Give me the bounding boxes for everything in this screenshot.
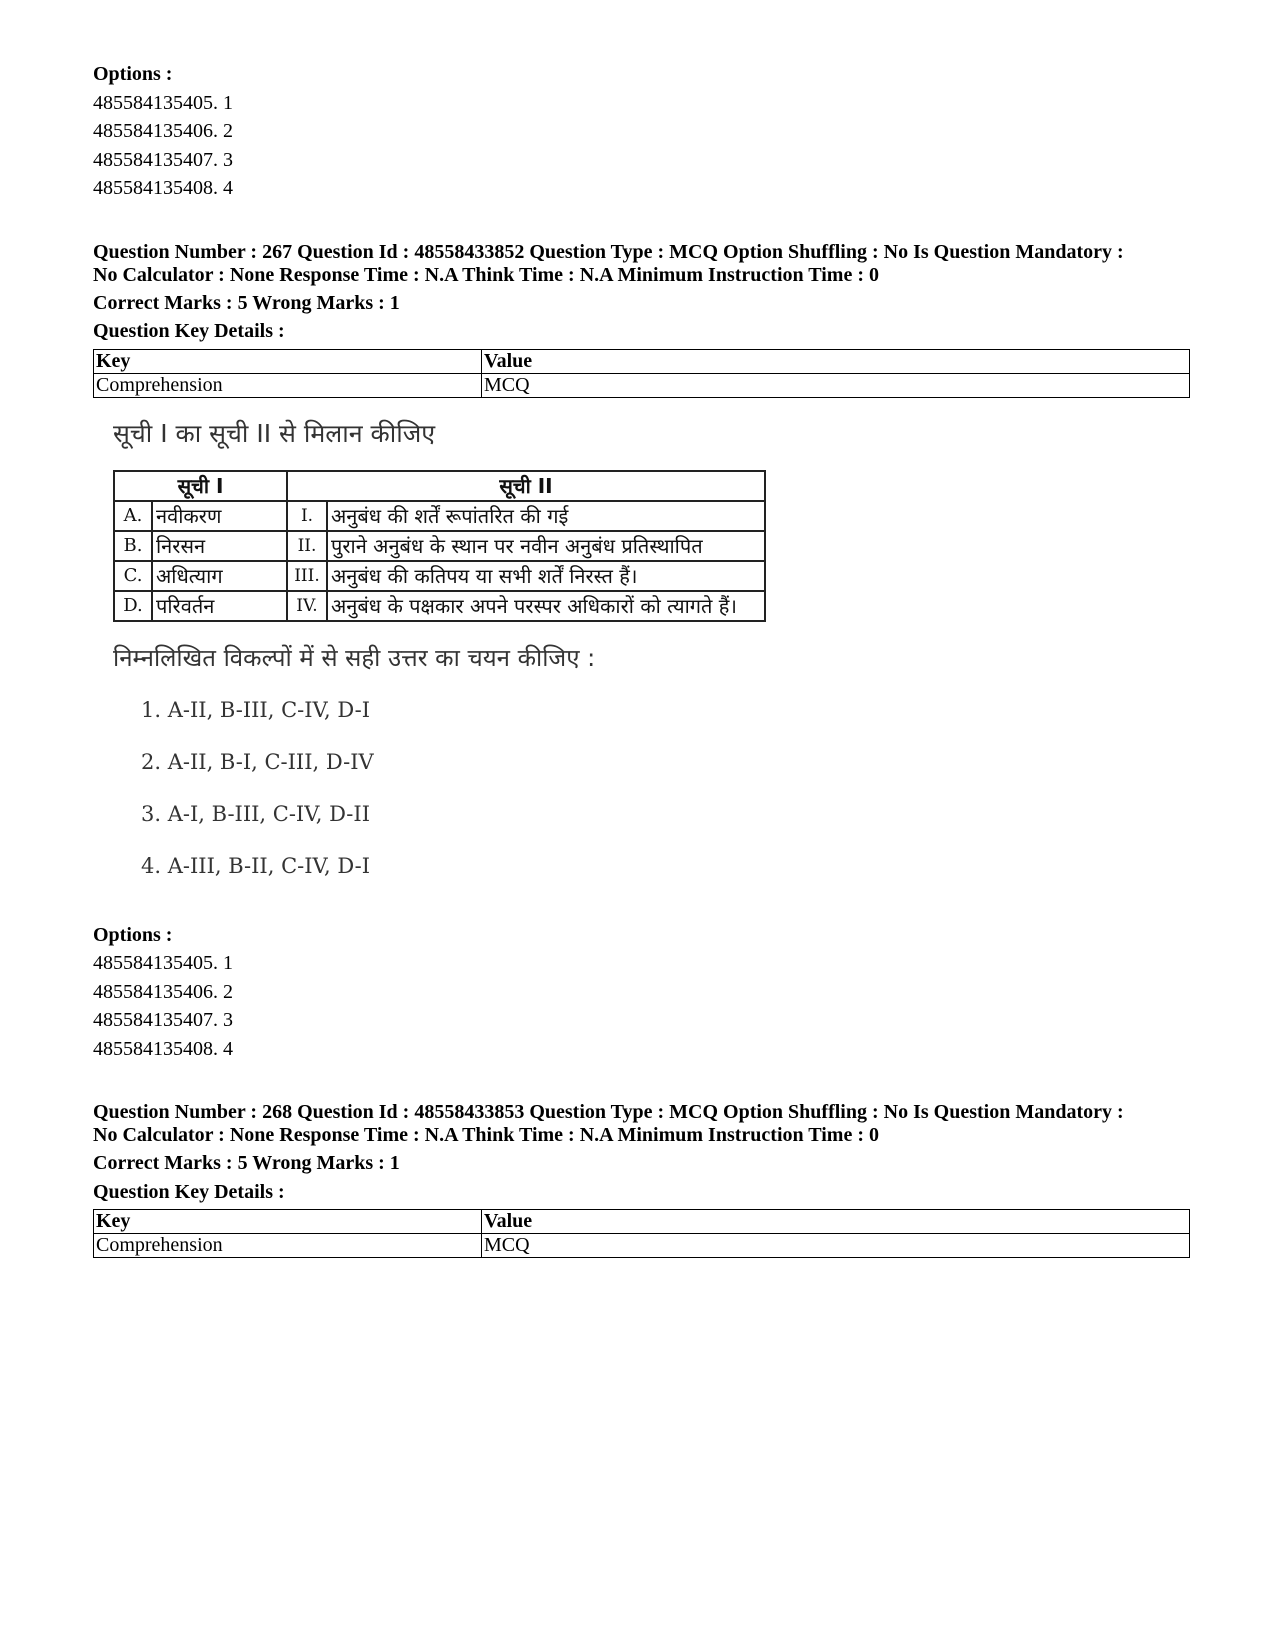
value-cell: MCQ [482, 373, 1190, 397]
row-label: D. [114, 591, 152, 621]
option-item: 485584135407. 3 [93, 1009, 233, 1031]
answer-choice: 3. A-I, B-III, C-IV, D-II [141, 801, 370, 826]
key-details-table [93, 349, 1190, 398]
value-cell: MCQ [482, 1234, 1190, 1258]
answer-choice: 1. A-II, B-III, C-IV, D-I [141, 697, 370, 722]
row-label: II. [287, 531, 327, 561]
question-instruction: निम्नलिखित विकल्पों में से सही उत्तर का चयन कीजिए : [113, 643, 596, 672]
option-item: 485584135406. 2 [93, 120, 233, 142]
answer-choice: 2. A-II, B-I, C-III, D-IV [141, 749, 374, 774]
option-item: 485584135405. 1 [93, 952, 233, 974]
key-header: Key [94, 1210, 482, 1234]
options-label: Options : [93, 63, 173, 85]
question-header-line2: No Calculator : None Response Time : N.A Think Time : N.A Minimum Instruction Time : 0 [93, 1124, 879, 1146]
row-label: B. [114, 531, 152, 561]
key-header: Key [94, 349, 482, 373]
question-267 [93, 241, 1190, 1064]
row-label: I. [287, 501, 327, 531]
list2-item: पुराने अनुबंध के स्थान पर नवीन अनुबंध प्रतिस्थापित [327, 531, 765, 561]
list2-item: अनुबंध की कतिपय या सभी शर्तें निरस्त हैं। [327, 561, 765, 591]
question-268 [93, 1101, 1190, 1258]
list1-item: निरसन [152, 531, 287, 561]
question-header-line1: Question Number : 268 Question Id : 48558433853 Question Type : MCQ Option Shuffling : No Is Question Mandatory : [93, 1101, 1124, 1123]
option-item: 485584135408. 4 [93, 177, 233, 199]
key-details-label: Question Key Details : [93, 1180, 285, 1203]
option-item: 485584135405. 1 [93, 91, 233, 114]
list2-item: अनुबंध की शर्तें रूपांतरित की गई [327, 501, 765, 531]
row-label: A. [114, 501, 152, 531]
list2-header: सूची II [287, 471, 765, 501]
match-table [113, 470, 766, 622]
marks-line: Correct Marks : 5 Wrong Marks : 1 [93, 291, 400, 314]
document-page [93, 60, 1190, 1258]
top-options-block [93, 60, 1190, 203]
question-prompt: सूची I का सूची II से मिलान कीजिए [113, 418, 436, 448]
option-item: 485584135407. 3 [93, 148, 233, 171]
marks-line: Correct Marks : 5 Wrong Marks : 1 [93, 1152, 400, 1174]
key-cell: Comprehension [94, 1234, 482, 1258]
options-label: Options : [93, 923, 173, 946]
list1-header: सूची I [114, 471, 287, 501]
list1-item: नवीकरण [152, 501, 287, 531]
key-cell: Comprehension [94, 373, 482, 397]
question-header-line2: No Calculator : None Response Time : N.A Think Time : N.A Minimum Instruction Time : 0 [93, 263, 879, 286]
row-label: III. [287, 561, 327, 591]
row-label: C. [114, 561, 152, 591]
key-details-label: Question Key Details : [93, 320, 285, 342]
option-item: 485584135408. 4 [93, 1037, 233, 1060]
key-details-table [93, 1209, 1190, 1258]
answer-choice: 4. A-III, B-II, C-IV, D-I [141, 853, 370, 878]
question-image [93, 416, 1190, 921]
question-header-line1: Question Number : 267 Question Id : 48558433852 Question Type : MCQ Option Shuffling : No Is Question Mandatory : [93, 240, 1124, 263]
list1-item: अधित्याग [152, 561, 287, 591]
option-item: 485584135406. 2 [93, 980, 233, 1003]
list2-item: अनुबंध के पक्षकार अपने परस्पर अधिकारों को त्यागते हैं। [327, 591, 765, 621]
value-header: Value [482, 349, 1190, 373]
list1-item: परिवर्तन [152, 591, 287, 621]
row-label: IV. [287, 591, 327, 621]
value-header: Value [482, 1210, 1190, 1234]
